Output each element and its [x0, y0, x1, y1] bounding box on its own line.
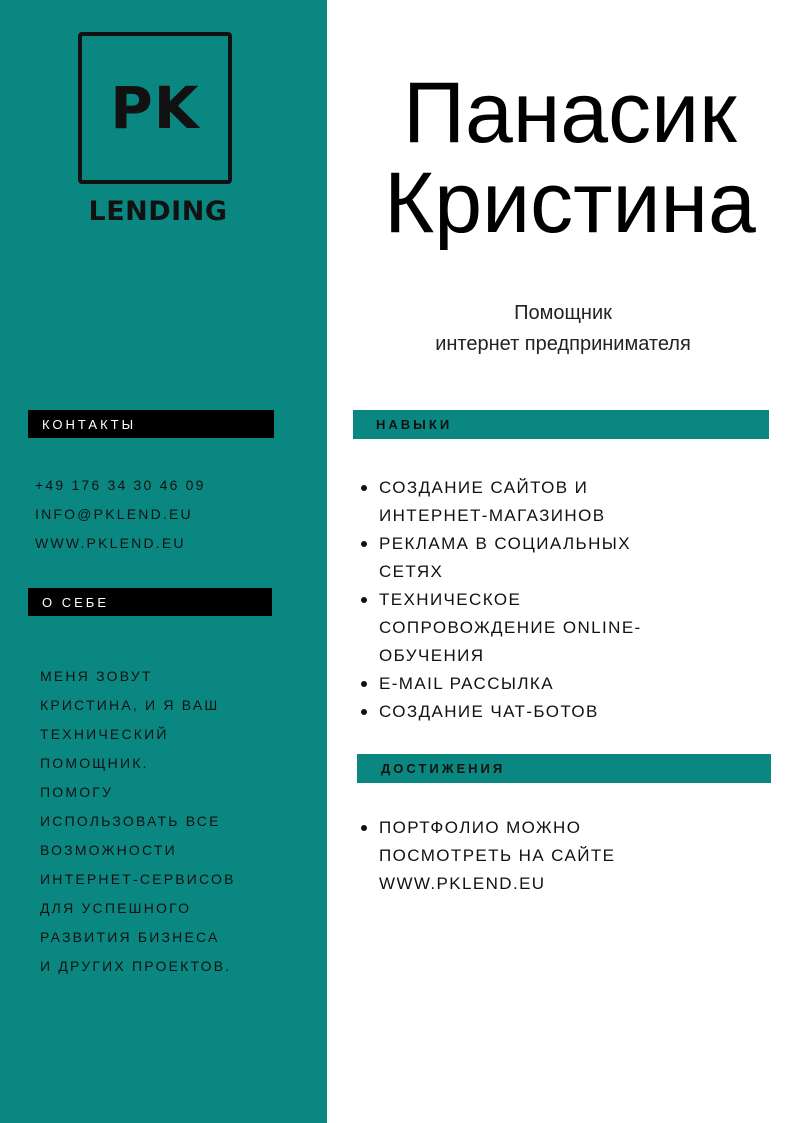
logo	[78, 32, 238, 227]
skills-heading	[353, 410, 769, 439]
list-item: ТЕХНИЧЕСКОЕ СОПРОВОЖДЕНИЕ ONLINE- ОБУЧЕНИЯ	[357, 586, 777, 670]
list-item: РЕКЛАМА В СОЦИАЛЬНЫХ СЕТЯХ	[357, 530, 777, 586]
contact-phone[interactable]: +49 176 34 30 46 09	[35, 477, 206, 493]
list-item: СОЗДАНИЕ САЙТОВ И ИНТЕРНЕТ-МАГАЗИНОВ	[357, 474, 777, 530]
about-heading-label: О СЕБЕ	[42, 594, 109, 610]
achievements-heading	[357, 754, 771, 783]
about-heading	[28, 588, 272, 616]
achievements-list	[357, 814, 777, 898]
contacts-heading	[28, 410, 274, 438]
job-title: Помощник интернет предпринимателя	[435, 302, 691, 355]
list-item: ПОРТФОЛИО МОЖНО ПОСМОТРЕТЬ НА САЙТЕ WWW.PKLEND.EU	[357, 814, 777, 898]
sidebar	[0, 0, 327, 1123]
contact-email[interactable]: INFO@PKLEND.EU	[35, 506, 193, 522]
skills-heading-label: НАВЫКИ	[376, 417, 453, 432]
list-item: E-MAIL РАССЫЛКА	[357, 670, 777, 698]
logo-mark: PK	[110, 74, 200, 142]
about-text: МЕНЯ ЗОВУТ КРИСТИНА, И Я ВАШ ТЕХНИЧЕСКИЙ ПОМОЩНИК. ПОМОГУ ИСПОЛЬЗОВАТЬ ВСЕ ВОЗМОЖНОСТИ ИНТЕРНЕТ-СЕРВИСОВ ДЛЯ УСПЕШНОГО РАЗВИТИЯ БИЗНЕСА И ДРУГИХ ПРОЕКТОВ.	[40, 668, 236, 974]
logo-word: LENDING	[88, 196, 228, 227]
contacts-list	[35, 471, 305, 558]
logo-frame	[78, 32, 232, 184]
list-item: СОЗДАНИЕ ЧАТ-БОТОВ	[357, 698, 777, 726]
achievements-heading-label: ДОСТИЖЕНИЯ	[381, 761, 506, 776]
skills-list	[357, 474, 777, 726]
full-name: Панасик Кристина	[384, 65, 756, 251]
contact-website[interactable]: WWW.PKLEND.EU	[35, 535, 186, 551]
contacts-heading-label: КОНТАКТЫ	[42, 416, 137, 432]
